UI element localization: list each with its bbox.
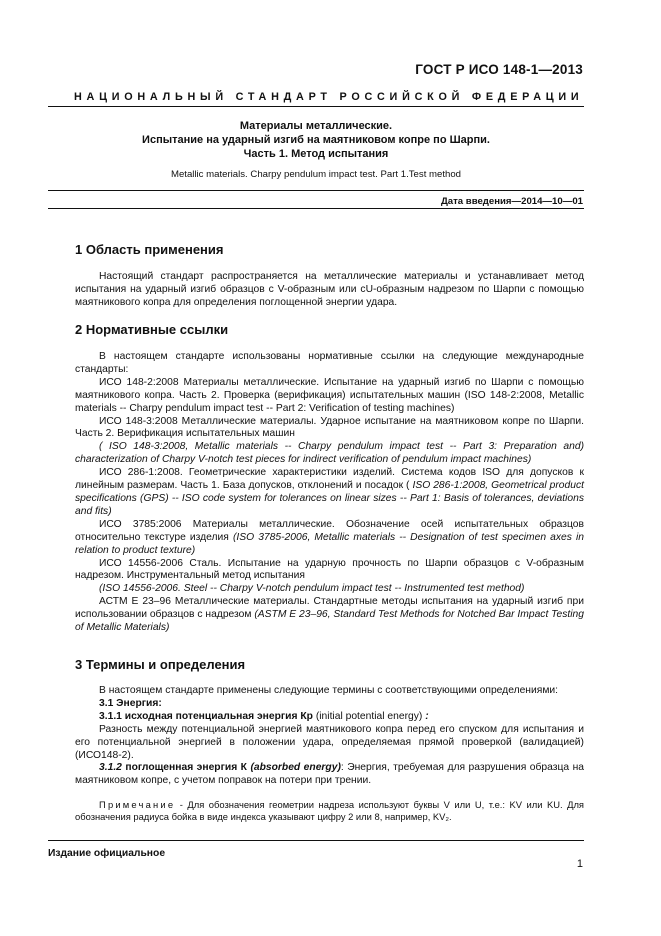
title-line-1: Материалы металлические. [239,120,393,132]
title-line-3: Часть 1. Метод испытания [243,148,389,160]
reference-iso-148-3: ИСО 148-3:2008 Металлические материалы. Ударное испытание на маятниковом копре по Шарпи. Часть 2. Верификация испытательных машин [75,415,584,440]
term-3-1-1-en: (initial potential energy) [315,710,423,722]
reference-iso-3785 [75,519,584,558]
reference-iso-286-1-ru: ИСО 286-1:2008. Геометрические характеристики изделий. Система кодов ISO для допусков к линейным размерам. Часть 1. База допусков, отклонений и посадок ( [75,467,584,492]
term-3-1-2-number: 3.1.2 [99,762,122,774]
header-rule [48,106,584,107]
reference-iso-286-1 [75,467,584,519]
section-1-heading: 1 Область применения [75,242,224,257]
title-english: Metallic materials. Charpy pendulum impact test. Part 1.Test method [170,169,462,180]
term-3-1-2-en: (absorbed energy) [250,762,341,774]
term-3-1-2 [75,762,584,788]
reference-astm-e23 [75,596,584,635]
reference-iso-286-1-en: ISO 286-1:2008, Geometrical product specifications (GPS) -- ISO code system for tolerances on linear sizes -- Part 1: Basis of tolerances, deviations and fits) [75,480,584,517]
reference-astm-e23-en: (ASTM E 23–96, Standard Test Methods for Notched Bar Impact Testing of Metallic Materials) [75,609,585,634]
section-3-body [75,685,584,788]
section-2-intro: В настоящем стандарте использованы нормативные ссылки на следующие международные стандарты: [75,351,584,375]
reference-iso-148-3-en: ( ISO 148-3:2008, Metallic materials -- Charpy pendulum impact test -- Part 3: Preparation and) characterization of Charpy V-notch test pieces for indirect verification of pendulum impact machines) [75,441,584,466]
reference-iso-148-2: ИСО 148-2:2008 Материалы металлические. Испытание на ударный изгиб по Шарпи с помощью маятникового копра. Часть 2. Проверка (верификация) испытательных машин (ISO 148-2:2008, Metallic materials -- Charpy pendulum impact test -- Part 2: Verification of testing machines) [75,376,584,414]
term-3-1-2-label: поглощенная энергия К [125,762,247,774]
term-3-1-1: 3.1.1 исходная потенциальная энергия Кр (initial potential energy) : [99,710,429,722]
reference-astm-e23-ru: АСТМ Е 23–96 Металлические материалы. Стандартные методы испытания на ударный изгиб при использовании образцов с надрезом [75,596,584,621]
term-3-1-2-definition: : Энергия, требуемая для разрушения образца на маятниковом копре, с учетом поправок на потери при трении. [75,762,584,787]
term-3-1: 3.1 Энергия: [99,697,162,709]
note-text: - Для обозначения геометрии надреза используют буквы V или U, т.е.: KV или KU. Для обозначения радиуса бойка в виде индекса указывают цифру 2 или 8, например, KV₂. [75,799,584,823]
document-id: ГОСТ Р ИСО 148-1—2013 [415,62,583,77]
section-1-body [75,271,584,310]
introduction-date: Дата введения—2014—10—01 [440,196,583,207]
note-label: Примечание [99,799,176,810]
title-rule [48,190,584,191]
reference-iso-3785-en: (ISO 3785-2006, Metallic materials -- Designation of test specimen axes in relation to product texture) [75,531,584,556]
reference-iso-3785-ru: ИСО 3785:2006 Материалы металлические. Обозначение осей испытательных образцов относительно текстуре изделия [75,518,584,543]
reference-iso-14556: ИСО 14556-2006 Сталь. Испытание на ударную прочность по Шарпи образцов с V-образным надрезом. Инструментальный метод испытания [75,557,584,582]
section-3-intro: В настоящем стандарте применены следующие термины с соответствующими определениями: [99,685,559,696]
date-rule [48,208,584,209]
document-title [48,119,584,161]
official-edition-label: Издание официальное [48,848,166,859]
page-number: 1 [576,858,583,870]
term-3-1-1-label: 3.1.1 исходная потенциальная энергия Кр [99,710,313,722]
section-2-body [75,351,584,635]
term-3-1-1-definition: Разность между потенциальной энергией маятникового копра перед его спуском для испытания и его потенциальной энергией в положении удара, определяемая прямой проверкой (валидацией) (ИСО148-2). [75,723,584,761]
reference-iso-14556-en: (ISO 14556-2006. Steel -- Charpy V-notch pendulum impact test -- Instrumented test method) [99,583,525,595]
footer-rule [48,840,584,841]
section-1-text: Настоящий стандарт распространяется на металлические материалы и устанавливает метод испытания на ударный изгиб образцов с V-образным или cU-образным надрезом по Шарпи с помощью маятникового копра для определения поглощенной энергии удара. [75,271,584,308]
note [75,799,584,824]
title-line-2: Испытание на ударный изгиб на маятниковом копре по Шарпи. [142,134,490,146]
national-standard-banner: НАЦИОНАЛЬНЫЙ СТАНДАРТ РОССИЙСКОЙ ФЕДЕРАЦИИ [74,91,584,103]
section-2-heading: 2 Нормативные ссылки [75,322,229,337]
section-3-heading: 3 Термины и определения [75,657,246,672]
